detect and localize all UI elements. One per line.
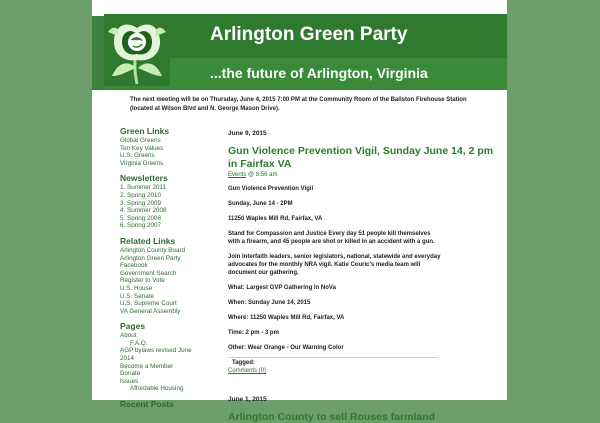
page-issues[interactable]: Issues [120, 377, 139, 385]
post-category-link[interactable]: Events [228, 172, 247, 178]
post-title-link[interactable]: Gun Violence Prevention Vigil, Sunday June 14, 2 pm in Fairfax VA [228, 145, 494, 170]
newsletter-spring-2007[interactable]: 6. Spring 2007 [120, 222, 161, 230]
page-donate[interactable]: Donate [120, 370, 141, 378]
post-paragraph: Stand for Compassion and Justice Every day 51 people kill themselves with a firearm, and 45 people are shot or killed in an accident with a gun. [228, 231, 435, 245]
link-us-greens[interactable]: U.S. Greens [120, 152, 155, 160]
post-paragraph: What: Largest GVP Gathering in NoVa [228, 285, 336, 291]
post-title-link[interactable]: Arlington County to sell Rouses farmland [228, 411, 436, 423]
link-agp-facebook[interactable]: Arlington Green Party Facebook [120, 254, 181, 270]
page-faq[interactable]: F.A.Q. [130, 339, 148, 347]
post-paragraph: 11250 Waples Mill Rd, Fairfax, VA [228, 216, 323, 222]
newsletter-spring-2008[interactable]: 5. Spring 2008 [120, 214, 161, 222]
link-arlington-county-board[interactable]: Arlington County Board [120, 246, 186, 254]
post-paragraph: Other: Wear Orange - Our Warning Color [228, 345, 344, 351]
main-content [228, 120, 498, 423]
page-affordable-housing[interactable]: Affordable Housing [130, 385, 184, 393]
newsletter-spring-2009[interactable]: 3. Spring 2009 [120, 199, 161, 207]
site-title[interactable]: Arlington Green Party [210, 24, 408, 45]
link-global-greens[interactable]: Global Greens [120, 137, 161, 144]
post-date: June 9, 2015 [228, 130, 267, 137]
announcement-box [112, 90, 487, 120]
page-become-member[interactable]: Become a Member [120, 362, 174, 370]
green-links-heading: Green Links [120, 126, 170, 136]
post-paragraph: Join Interfaith leaders, senior legislators, national, statewide and everyday advocates for the monthly NRA vigil. Katie Couric's media team will document our gathering. [228, 254, 441, 276]
link-us-supreme-court[interactable]: U.S. Supreme Court [120, 300, 177, 308]
page-about[interactable]: About [120, 332, 137, 340]
post-meta [228, 172, 498, 178]
post-time: @ 8:56 am [248, 172, 278, 178]
site-tagline: ...the future of Arlington, Virginia [210, 65, 428, 81]
meeting-announcement: The next meeting will be on Thursday, June 4, 2015 7:00 PM at the Community Room of the Ballston Firehouse Station (located at Wilson Blvd and N. George Mason Drive). [130, 97, 467, 112]
post-comments-link[interactable]: Comments (0) [228, 368, 267, 374]
link-virginia-greens[interactable]: Virginia Greens [120, 159, 164, 167]
related-links-heading: Related Links [120, 235, 176, 246]
newsletter-summer-2008[interactable]: 4. Summer 2008 [120, 207, 167, 215]
page-agp-bylaws[interactable]: AGP bylaws revised June 2014 [120, 347, 192, 363]
post-tags: Tagged: [232, 360, 255, 366]
newsletter-summer-2011[interactable]: 1. Summer 2011 [120, 184, 167, 192]
sidebar [92, 120, 200, 410]
post-paragraph: Gun Violence Prevention Vigil [228, 186, 314, 192]
pages-heading: Pages [120, 321, 146, 332]
newsletter-spring-2010[interactable]: 2. Spring 2010 [120, 191, 161, 199]
site-header [92, 0, 507, 90]
link-government-search[interactable]: Government Search [120, 269, 177, 277]
recent-posts-heading: Recent Posts [120, 399, 174, 410]
post-paragraph: Sunday, June 14 - 2PM [228, 201, 293, 207]
green-rose-logo-icon[interactable] [104, 14, 170, 86]
link-va-general-assembly[interactable]: VA General Assembly [120, 307, 181, 315]
link-us-house[interactable]: U.S. House [120, 284, 153, 292]
post-paragraph: Time: 2 pm - 3 pm [228, 330, 279, 336]
post-date: June 1, 2015 [228, 396, 267, 403]
link-us-senate[interactable]: U.S. Senate [120, 292, 154, 300]
post-paragraph: When: Sunday June 14, 2015 [228, 300, 311, 306]
page-container [92, 0, 507, 423]
newsletters-heading: Newsletters [120, 173, 168, 184]
link-register-to-vote[interactable]: Register to Vote [120, 277, 165, 285]
post-paragraph: Where: 11250 Waples Mill Rd, Fairfax, VA [228, 315, 345, 321]
post-divider [228, 357, 438, 358]
link-ten-key-values[interactable]: Ten Key Values [120, 144, 164, 152]
